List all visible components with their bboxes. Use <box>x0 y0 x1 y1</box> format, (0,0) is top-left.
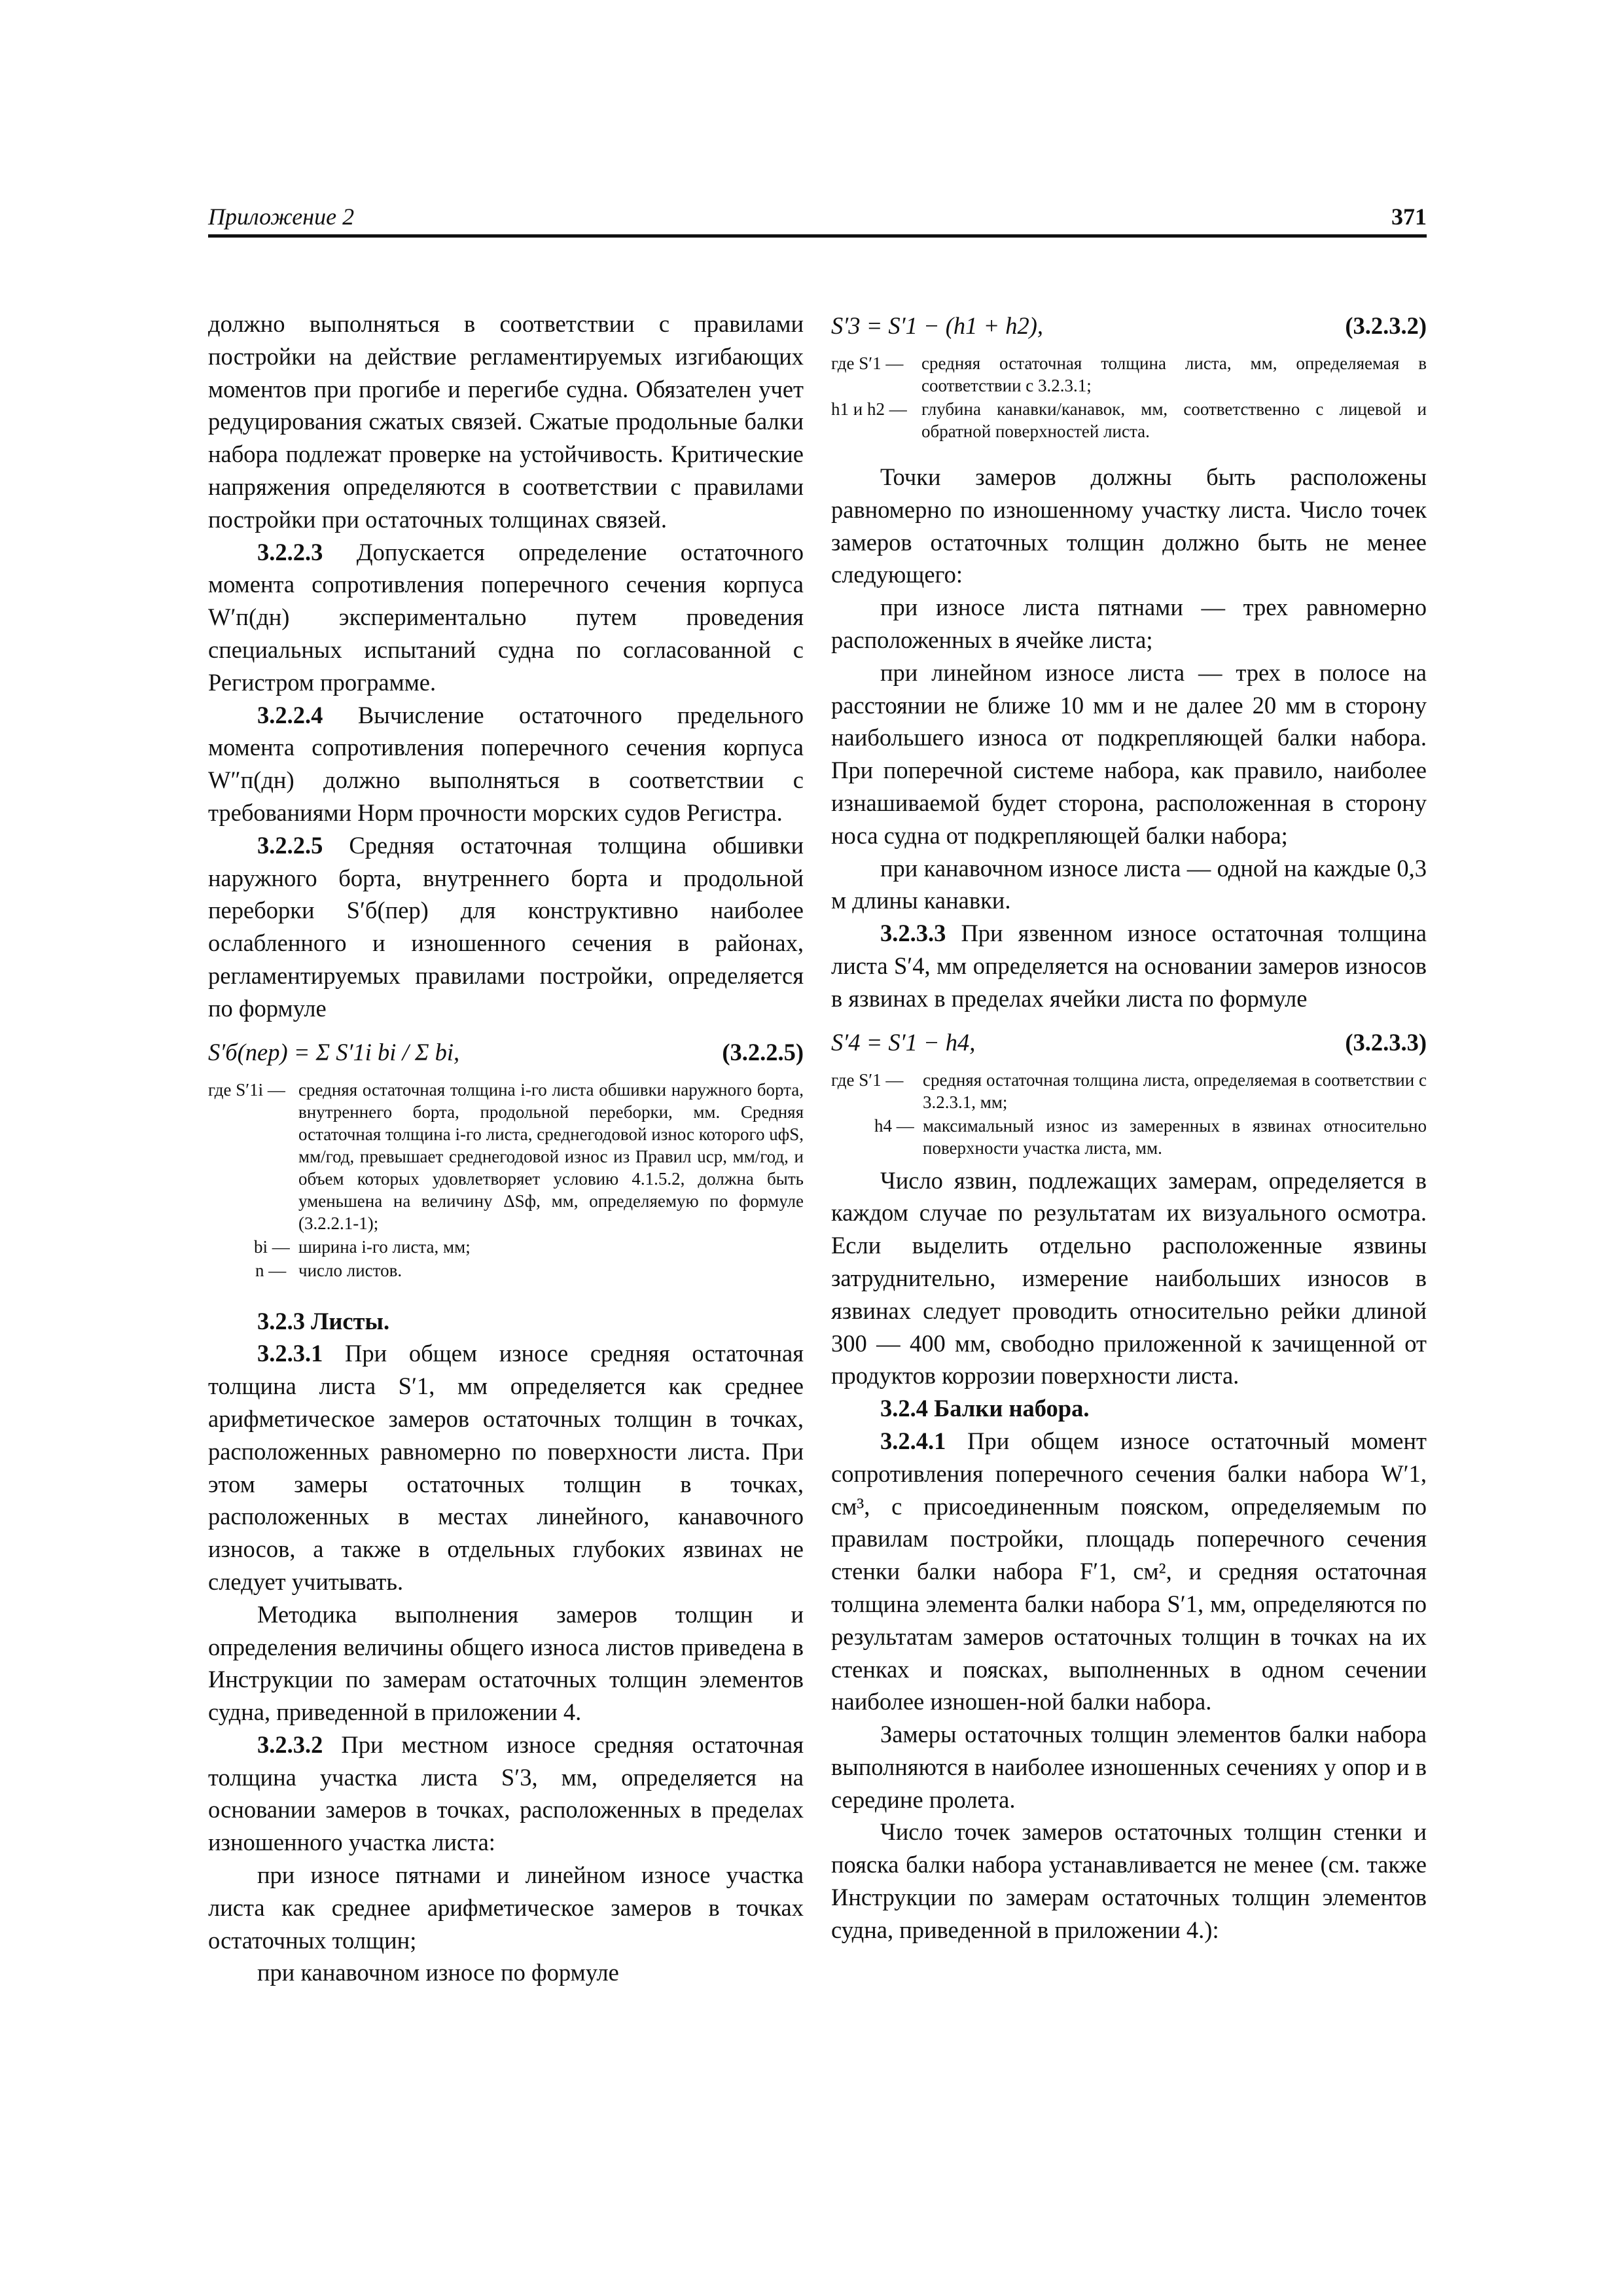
formula-number: (3.2.3.2) <box>1345 312 1427 339</box>
formula-expression: S′4 = S′1 − h4, <box>831 1028 976 1056</box>
paragraph: 3.2.3.3 При язвенном износе остаточная толщина листа S′4, мм определяется на основании замеров износов в язвинах в пределах ячейки листа по формуле <box>831 920 1427 1012</box>
page-number: 371 <box>1391 204 1427 230</box>
section-number: 3.2.4.1 <box>880 1427 946 1454</box>
paragraph: Число язвин, подлежащих замерам, определяется в каждом случае по результатам их визуального осмотра. Если выделить отдельно расположенные язвины затруднительно, измерение наибольших износов в язвинах следует проводить относительно рейки длиной 300 — 400 мм, свободно приложенной к зачищенной от продуктов коррозии поверхности листа. <box>831 1166 1427 1390</box>
formula-3-2-3-2 <box>831 308 1427 344</box>
formula-legend-item: bi — ширина i-го листа, мм; <box>254 1236 471 1257</box>
formula-expression: S′3 = S′1 − (h1 + h2), <box>831 312 1044 339</box>
formula-3-2-2-5 <box>208 1034 804 1071</box>
paragraph: 3.2.3.1 При общем износе средняя остаточная толщина листа S′1, мм определяется как среднее арифметическое замеров остаточных толщин в точках, расположенных равномерно по поверхности листа. При этом замеры остаточных толщин в точках, расположенных в местах линейного, канавочного износов, а также в отдельных глубоких язвинах не следует учитывать. <box>208 1340 804 1595</box>
paragraph: 3.2.3.2 При местном износе средняя остаточная толщина участка листа S′3, мм, определяется на основании замеров в точках, расположенных в пределах изношенного участка листа: <box>208 1731 804 1856</box>
formula-legend-item: n — число листов. <box>255 1260 402 1280</box>
formula-3-2-3-3 <box>831 1024 1427 1061</box>
paragraph: при линейном износе листа — трех в полосе на расстоянии не ближе 10 мм и не далее 20 мм в сторону наибольшего износа от подкрепляющей балки набора. При поперечной системе набора, как правило, наиболее изнашиваемой будет сторона, расположенная в сторону носа судна от подкрепляющей балки набора; <box>831 658 1427 849</box>
section-heading: 3.2.3 Листы. <box>257 1307 390 1335</box>
section-number: 3.2.2.5 <box>257 831 323 859</box>
paragraph: Методика выполнения замеров толщин и определения величины общего износа листов приведена в Инструкции по замерам остаточных толщин элементов судна, приведенной в приложении 4. <box>208 1600 804 1726</box>
right-column <box>831 308 1427 1946</box>
paragraph: должно выполняться в соответствии с правилами постройки на действие регламентируемых изгибающих моментов при прогибе и перегибе судна. Обязателен учет редуцирования сжатых связей. Сжатые продольные балки набора подлежат проверке на устойчивость. Критические напряжения определяются в соответствии с правилами постройки при остаточных толщинах связей. <box>208 310 804 533</box>
paragraph: при износе пятнами и линейном износе участка листа как среднее арифметическое замеров в точках остаточных толщин; <box>208 1861 804 1954</box>
paragraph: 3.2.2.4 Вычисление остаточного предельного момента сопротивления поперечного сечения корпуса W″п(дн) должно выполняться в соответствии с требованиями Норм прочности морских судов Регистра. <box>208 701 804 826</box>
section-number: 3.2.3.1 <box>257 1340 323 1367</box>
left-column <box>208 308 804 1989</box>
appendix-title: Приложение 2 <box>208 204 355 230</box>
section-number: 3.2.2.4 <box>257 701 323 728</box>
paragraph: при канавочном износе листа — одной на каждые 0,3 м длины канавки. <box>831 854 1427 914</box>
section-number: 3.2.3.2 <box>257 1731 323 1758</box>
page-header <box>208 200 1427 238</box>
paragraph: Точки замеров должны быть расположены равномерно по изношенному участку листа. Число точек замеров остаточных толщин должно быть не менее следующего: <box>831 463 1427 588</box>
formula-legend-item: h4 — максимальный износ из замеренных в язвинах относительно поверхности участка листа, мм. <box>874 1115 1427 1158</box>
paragraph: 3.2.4.1 При общем износе остаточный момент сопротивления поперечного сечения балки набора W′1, см³, с присоединенным пояском, определяемым по правилам постройки, площадь поперечного сечения стенки балки набора F′1, см², и средняя остаточная толщина элемента балки набора S′1, мм, определяются по результатам замеров остаточных толщин в точках на их стенках и поясках, выполненных в одном сечении наиболее изношен-ной балки набора. <box>831 1427 1427 1715</box>
section-number: 3.2.3.3 <box>880 920 946 947</box>
paragraph: при износе листа пятнами — трех равномерно расположенных в ячейке листа; <box>831 594 1427 653</box>
section-heading: 3.2.4 Балки набора. <box>880 1395 1090 1422</box>
formula-number: (3.2.2.5) <box>722 1038 804 1066</box>
paragraph: Замеры остаточных толщин элементов балки набора выполняются в наиболее изношенных сечениях у опор и в середине пролета. <box>831 1721 1427 1813</box>
section-number: 3.2.2.3 <box>257 538 323 565</box>
formula-legend-item: где S′1 — средняя остаточная толщина листа, определяемая в соответствии с 3.2.3.1, мм; <box>831 1069 1427 1112</box>
formula-legend-item: h1 и h2 — глубина канавки/канавок, мм, соответственно с лицевой и обратной поверхностей листа. <box>831 399 1427 441</box>
paragraph: Число точек замеров остаточных толщин стенки и пояска балки набора устанавливается не менее (см. также Инструкции по замерам остаточных толщин элементов судна, приведенной в приложении 4.): <box>831 1818 1427 1943</box>
formula-legend-item: где S′1 — средняя остаточная толщина листа, мм, определяемая в соответствии с 3.2.3.1; <box>831 353 1427 395</box>
paragraph: 3.2.2.5 Средняя остаточная толщина обшивки наружного борта, внутреннего борта и продольной переборки S′б(пер) для конструктивно наиболее ослабленного и изношенного сечения в районах, регламентируемых правилами постройки, определяется по формуле <box>208 831 804 1022</box>
formula-expression: S′б(пер) = Σ S′1i bi / Σ bi, <box>208 1038 460 1066</box>
paragraph: при канавочном износе по формуле <box>257 1959 619 1986</box>
formula-legend-item: где S′1i — средняя остаточная толщина i-го листа обшивки наружного борта, внутреннего борта, продольной переборки, мм. Средняя остаточная толщина i-го листа, среднегодовой износ которого uфS, мм/год, превышает среднегодовой износ из Правил uср, мм/год, и объем которых удовлетворяет условию 4.1.5.2, должна быть уменьшена на величину ΔSф, мм, определяемую по формуле (3.2.2.1-1); <box>208 1079 804 1233</box>
paragraph: 3.2.2.3 Допускается определение остаточного момента сопротивления поперечного сечения корпуса W′п(дн) экспериментально путем проведения специальных испытаний судна по согласованной с Регистром программе. <box>208 538 804 696</box>
formula-number: (3.2.3.3) <box>1345 1028 1427 1056</box>
